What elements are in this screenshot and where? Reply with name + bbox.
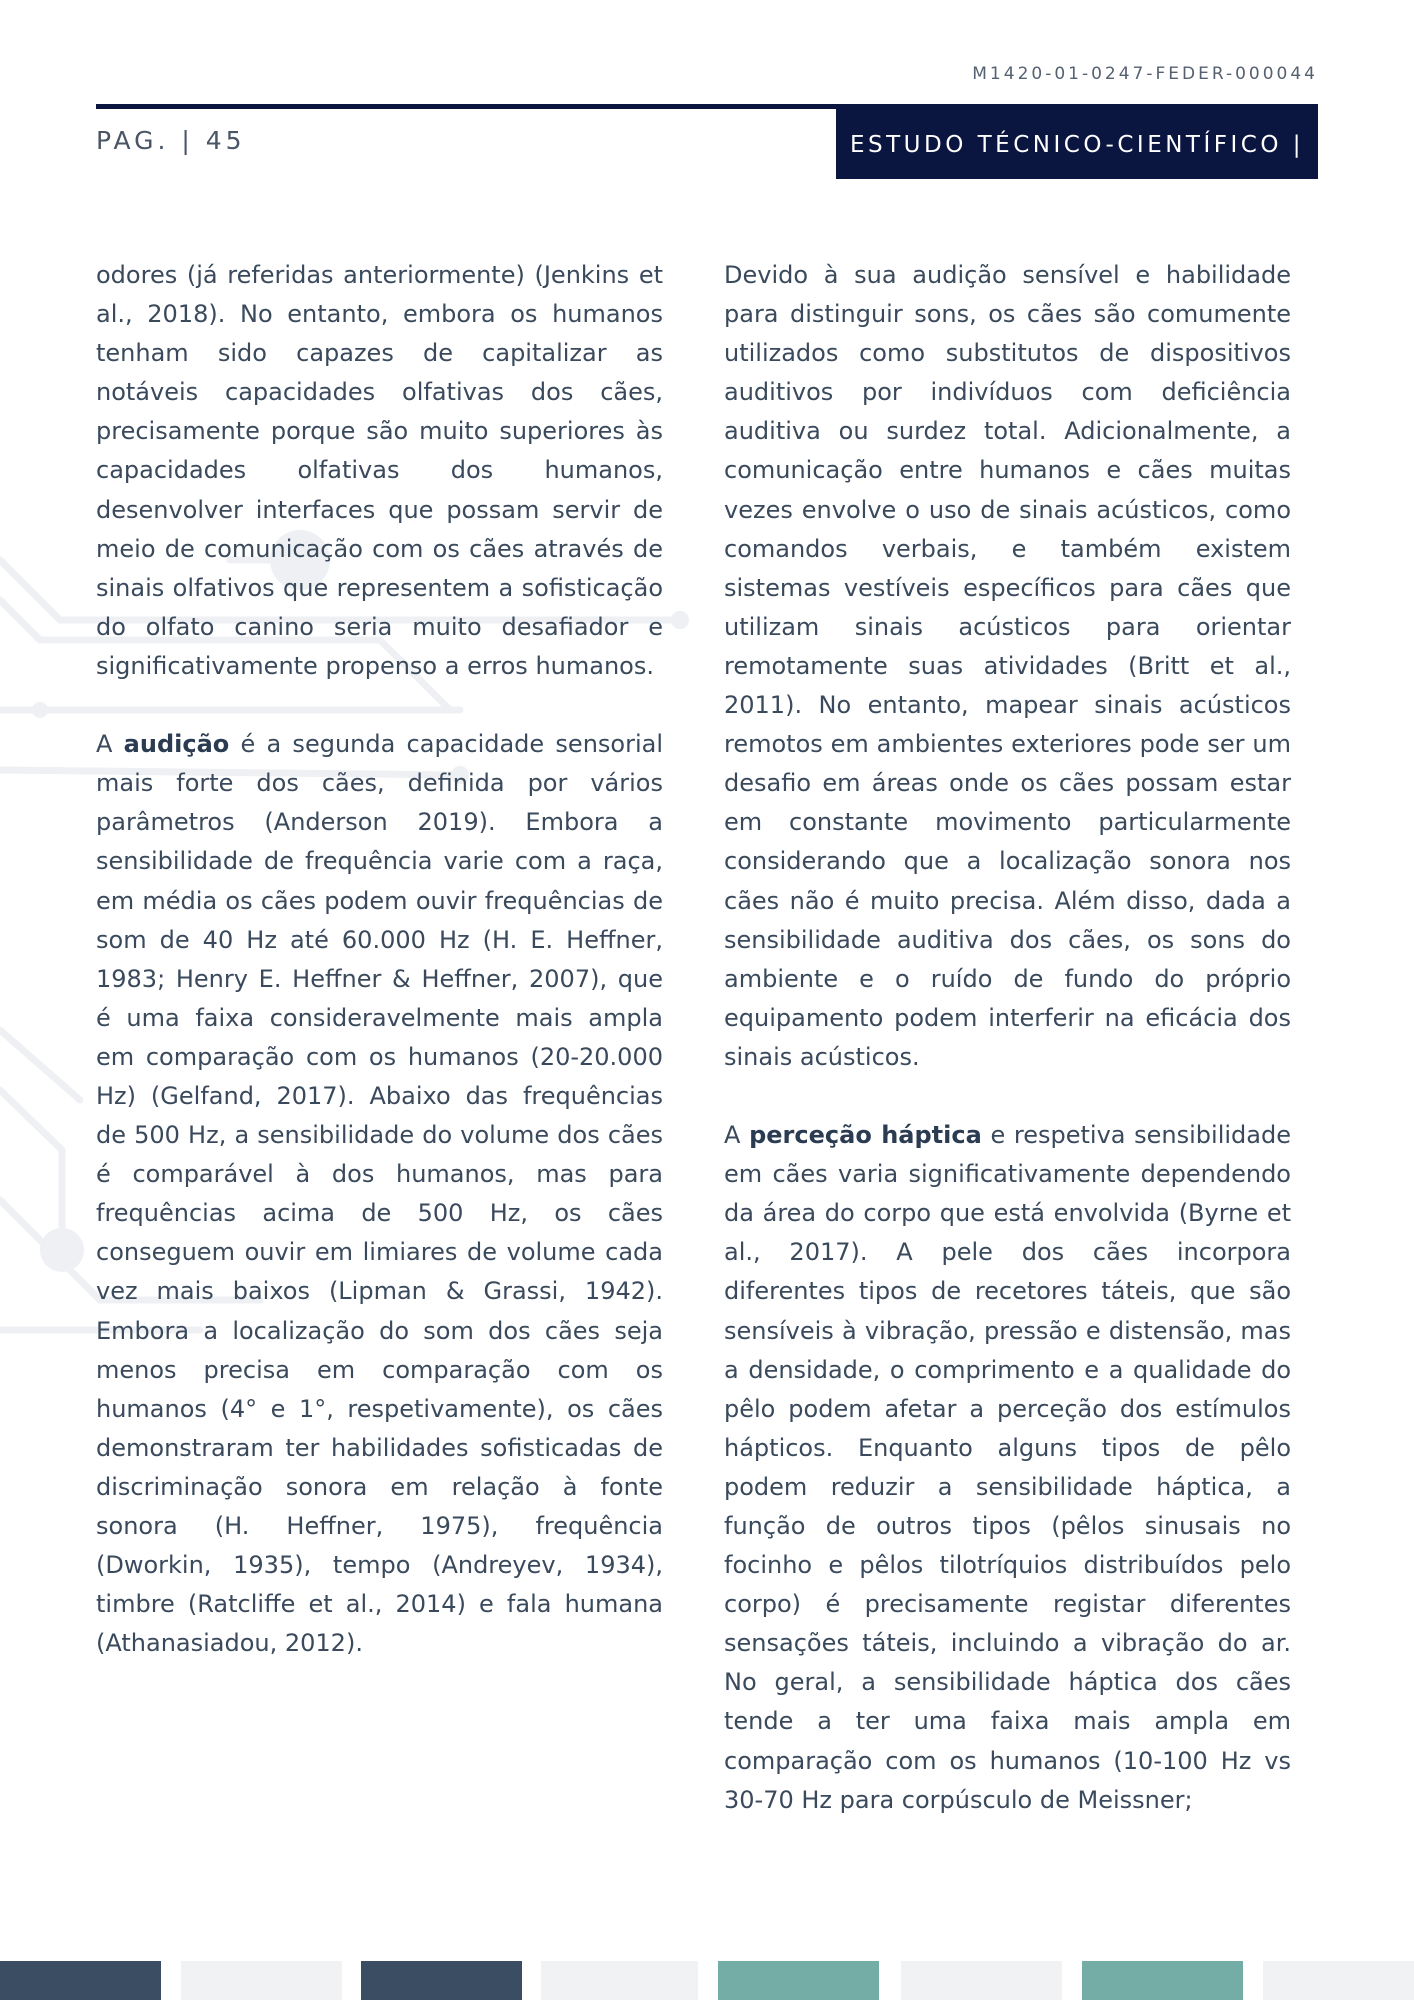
paragraph-acoustic-signals: Devido à sua audição sensível e habilidade para distinguir sons, os cães são comumente utilizados como substitutos de dispositivos auditivos por indivíduos com deficiência auditiva ou surdez total. Adicionalmente, a comunicação entre humanos e cães muitas vezes envolve o uso de sinais acústicos, como comandos verbais, e também existem sistemas vestíveis específicos para cães que utilizam sinais acústicos para orientar remotamente suas atividades (Britt et al., 2011). No entanto, mapear sinais acústicos remotos em ambientes exteriores pode ser um desafio em áreas onde os cães possam estar em constante movimento particularmente considerando que a localização sonora nos cães não é muito precisa. Além disso, dada a sensibilidade auditiva dos cães, os sons do ambiente e o ruído de fundo do próprio equipamento podem interferir na eficácia dos sinais acústicos. — [724, 261, 1291, 1071]
footer-bar-segment — [1263, 1961, 1414, 2000]
paragraph-olfactory: odores (já referidas anteriormente) (Jenkins et al., 2018). No entanto, embora os humanos tenham sido capazes de capitalizar as notáveis capacidades olfativas dos cães, precisamente porque são muito superiores às capacidades olfativas dos humanos, desenvolver interfaces que possam servir de meio de comunicação com os cães através de sinais olfativos que representem a sofisticação do olfato canino seria muito desafiador e significativamente propenso a erros humanos. — [96, 261, 663, 680]
paragraph-lead: A — [96, 730, 124, 759]
footer-bar-segment — [901, 1961, 1062, 2000]
paragraph-lead: A — [724, 1121, 750, 1150]
footer-bar-segment — [361, 1961, 522, 2000]
section-title-banner — [836, 108, 1318, 179]
footer-bar-segment — [181, 1961, 342, 2000]
section-title: ESTUDO TÉCNICO-CIENTÍFICO | — [849, 131, 1305, 158]
keyword-haptic-perception: perceção háptica — [749, 1121, 982, 1150]
paragraph-body: e respetiva sensibilidade em cães varia significativamente dependendo da área do corpo que está envolvida (Byrne et al., 2017). A pele dos cães incorpora diferentes tipos de recetores táteis, que são sensíveis à vibração, pressão e distensão, mas a densidade, o comprimento e a qualidade do pêlo podem afetar a perceção dos estímulos hápticos. Enquanto alguns tipos de pêlo podem reduzir a sensibilidade háptica, a função de outros tipos (pêlos sinusais no focinho e pêlos tilotríquios distribuídos pelo corpo) é precisamente registar diferentes sensações táteis, incluindo a vibração do ar. No geral, a sensibilidade háptica dos cães tende a ter uma faixa mais ampla em comparação com os humanos (10-100 Hz vs 30-70 Hz para corpúsculo de Meissner; — [724, 1121, 1291, 1814]
page-number: PAG. | 45 — [96, 126, 246, 155]
paragraph-body: é a segunda capacidade sensorial mais forte dos cães, definida por vários parâmetros (Anderson 2019). Embora a sensibilidade de frequência varie com a raça, em média os cães podem ouvir frequências de som de 40 Hz até 60.000 Hz (H. E. Heffner, 1983; Henry E. Heffner & Heffner, 2007), que é uma faixa consideravelmente mais ampla em comparação com os humanos (20-20.000 Hz) (Gelfand, 2017). Abaixo das frequências de 500 Hz, a sensibilidade do volume dos cães é comparável à dos humanos, mas para frequências acima de 500 Hz, os cães conseguem ouvir em limiares de volume cada vez mais baixos (Lipman & Grassi, 1942). Embora a localização do som dos cães seja menos precisa em comparação com os humanos (4° e 1°, respetivamente), os cães demonstraram ter habilidades sofisticadas de discriminação sonora em relação à fonte sonora (H. Heffner, 1975), frequência (Dworkin, 1935), tempo (Andreyev, 1934), timbre (Ratcliffe et al., 2014) e fala humana (Athanasiadou, 2012). — [96, 730, 663, 1658]
keyword-hearing: audição — [123, 730, 230, 759]
footer-bar-segment — [718, 1961, 879, 2000]
left-column — [96, 256, 663, 1702]
right-column — [724, 256, 1291, 1859]
document-code: M1420-01-0247-FEDER-000044 — [972, 64, 1318, 84]
paragraph-haptic — [724, 1116, 1291, 1820]
footer-bar-segment — [541, 1961, 698, 2000]
paragraph-hearing — [96, 725, 663, 1663]
footer-bar-segment — [0, 1961, 161, 2000]
footer-bar-segment — [1082, 1961, 1243, 2000]
